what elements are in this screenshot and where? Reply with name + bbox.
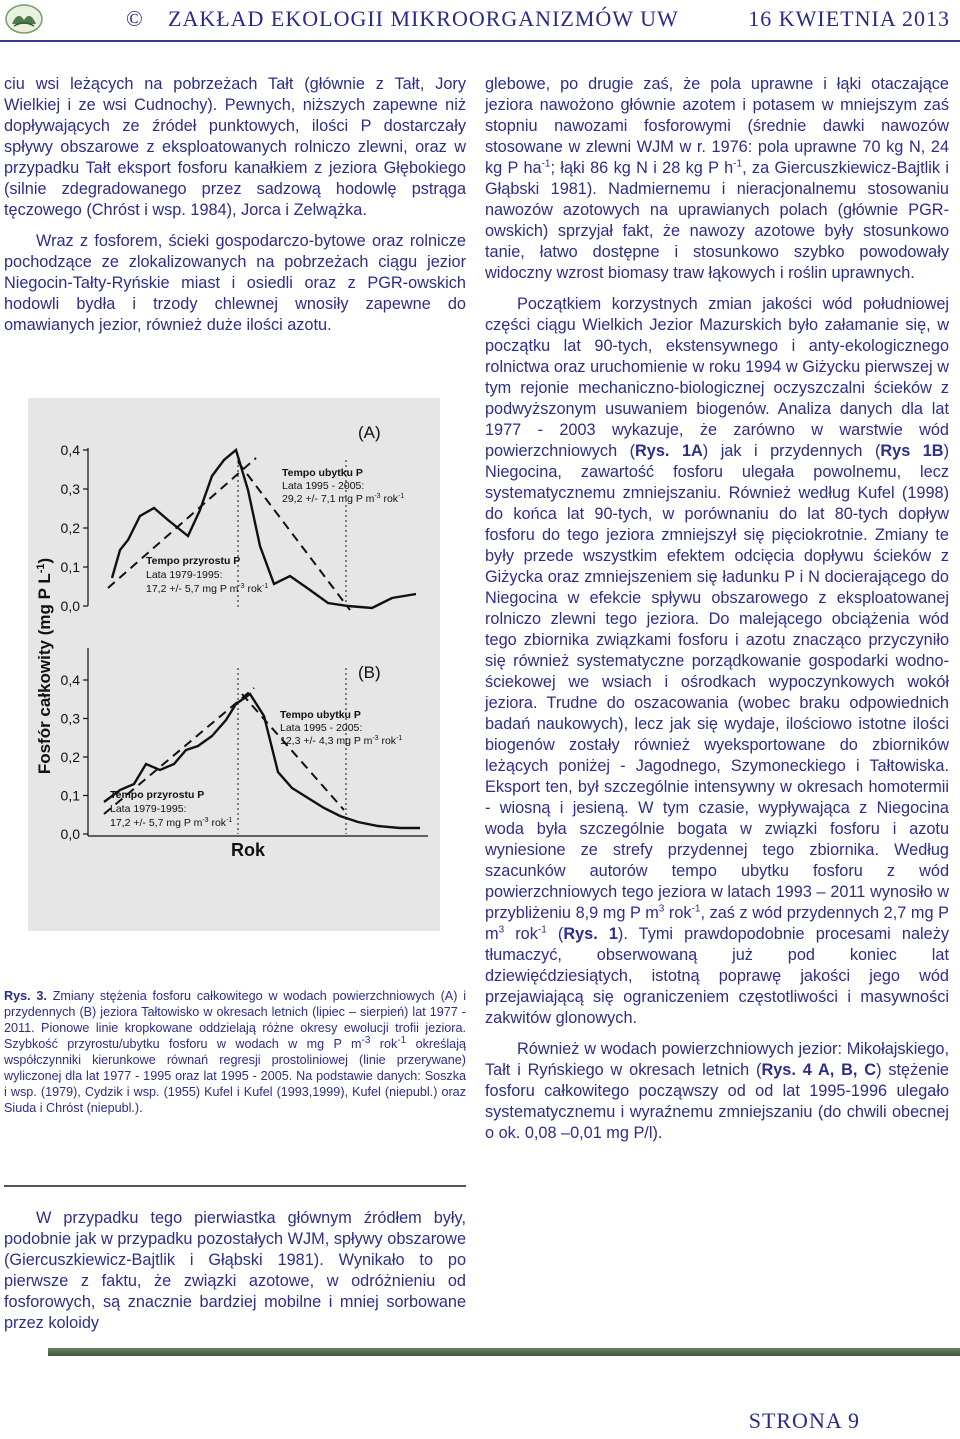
ref-rys-4: Rys. 4 A, B, C xyxy=(761,1061,877,1079)
caption-mid: rok xyxy=(370,1037,398,1051)
b-gain-title: Tempo przyrostu P xyxy=(110,789,205,801)
panel-a-loss-annotation xyxy=(282,467,404,505)
b-gain-value: 17,2 +/- 5,7 mg P $m^{-3}$ rok$^{-1}$ xyxy=(110,817,233,829)
header-title: ZAKŁAD EKOLOGII MIKROORGANIZMÓW UW xyxy=(168,6,679,31)
ref-rys-1a: Rys. 1A xyxy=(635,442,703,460)
panel-a-ticks xyxy=(61,442,88,614)
y-axis-label: Fosfór całkowity (mg P $L^{-1}$) xyxy=(35,557,54,775)
panel-a xyxy=(61,423,416,614)
logo-icon xyxy=(4,2,44,36)
panel-a-tick-label: 0,0 xyxy=(60,598,80,614)
header-rule xyxy=(0,40,960,42)
panel-b xyxy=(61,648,428,842)
left-column xyxy=(4,74,466,346)
panel-b-tick-label: 0,1 xyxy=(60,787,80,804)
b-loss-years: Lata 1995 - 2005: xyxy=(280,722,363,734)
right-column xyxy=(485,74,949,1154)
panel-b-loss-annotation xyxy=(280,709,402,747)
panel-b-tick-label: 0,4 xyxy=(60,672,80,688)
a-gain-years: Lata 1979-1995: xyxy=(146,569,223,581)
header-date: 16 KWIETNIA 2013 xyxy=(748,6,950,31)
panel-a-tick-label: 0,4 xyxy=(60,442,80,458)
panel-a-tick-label: 0,3 xyxy=(60,481,80,497)
panel-a-label: (A) xyxy=(358,423,381,442)
panel-b-label: (B) xyxy=(358,663,381,682)
caption-divider xyxy=(4,1185,466,1187)
left-paragraph-2: Wraz z fosforem, ścieki gospodarczo-bytowe oraz rolnicze pochodzące ze zlokalizowanych na pobrzeżach ciągu jezior Niegocin-Tałty-Ryńskie miast i osiedli oraz z PGR-owskich hodowli bydła i trzody chlewnej wnosiły zapewne do omawianych jezior, również duże ilości azotu. xyxy=(4,232,466,334)
figure-svg xyxy=(28,398,440,931)
a-gain-value: 17,2 +/- 5,7 mg P $m^{-3}$ rok$^{-1}$ xyxy=(146,583,269,595)
right-paragraph-2: Początkiem korzystnych zmian jakości wód południowej części ciągu Wielkich Jezior Mazurskich było załamanie się, w początku lat 90-tych, ekstensywnego i anty-ekologicznego rolnictwa oraz uruchomienie w roku 1994 w Giżycku pierwszej w tym rejonie mechaniczno-biologicznej oczyszczalni ścieków z podwyższonym usuwaniem biogenów. Analiza danych dla lat 1977 - 2003 wykazuje, że zarówno w warstwie wód powierzchniowych (Rys. 1A) jak i przydennych (Rys 1B) Niegocina, zawartość fosforu ulegała powolnemu, lecz systematycznemu zmniejszaniu. Również według Kufel (1998) do końca lat 90-tych, w porównaniu do lat 80-tych dopływ fosforu do tego jeziora zmniejszył się pięciokrotnie. Zmiany te były przede wszystkim efektem odcięcia dopływu ścieków z Giżycka oraz zmniejszeniem się ładunku P i N docierającego do Niegocina w efekcie spływu obszarowego z eksploatowanej rolniczo zlewni tego jeziora. Do malejącego obciążenia wód tego zbiornika związkami fosforu i azotu znacząco przyczyniło się również systematyczne porządkowanie gospodarki wodno-ściekowej we wsiach i ośrodkach wypoczynkowych wokół jeziora. Trudne do oszacowania (wobec braku odpowiednich badań naukowych), lecz jak się wydaje, ilościowo istotne ilości biogenów zostały również wyeksportowane do zbiorników leżących poniżej - Jagodnego, Szymoneckiego i Tałtowiska. Eksport ten, był szczególnie intensywny w okresach homotermii - wiosną i jesieną. W tym czasie, wypływająca z Niegocina woda była szczególnie bogata w związki fosforu i azotu wyniesione ze strefy przydennej tego zbiornika. Według szacunków autorów tempo ubytku fosforu z wód powierzchniowych tego jeziora w latach 1993 – 2011 wynosiło w przybliżeniu 8,9 mg P $m^3$ rok$^{-1}$, zaś z wód przydennych 2,7 mg P $m^3$ rok$^{-1}$ (Rys. 1). Tymi prawdopodobnie procesami należy tłumaczyć, obserwowaną już pod koniec lat dziewięćdziesiątych, istotną poprawę jakości jego wód przejawiającą się ograniczeniem częstotliwości i masywności zakwitów glonowych. xyxy=(485,295,949,1027)
figure-chart xyxy=(28,398,440,931)
x-axis-label: Rok xyxy=(230,840,266,860)
left-paragraph-1: ciu wsi leżących na pobrzeżach Tałt (głównie z Tałt, Jory Wielkiej i ze wsi Cudnochy). Pewnych, niższych zapewne niż dopływających ze źródeł punktowych, ilości P dostarczały spływy obszarowe z eksploatowanych rolniczo zlewni, oraz w przypadku Tałt eksport fosforu kanałkiem z jeziora Głębokiego (silnie zdegradowanego przez sadzową hodowlę pstrąga tęczowego (Chróst i wsp. 1984), Jorca i Zelwążka. xyxy=(4,75,466,219)
copyright-mark: © xyxy=(126,6,143,31)
panel-a-gain-annotation xyxy=(146,555,268,595)
a-loss-years: Lata 1995 - 2005: xyxy=(282,480,365,492)
b-loss-title: Tempo ubytku P xyxy=(280,709,361,721)
panel-b-gain-annotation xyxy=(110,789,232,829)
a-loss-title: Tempo ubytku P xyxy=(282,467,363,479)
panel-b-tick-label: 0,3 xyxy=(60,710,80,727)
figure-caption xyxy=(4,988,466,1116)
panel-b-tick-label: 0,2 xyxy=(60,749,80,765)
b-gain-years: Lata 1979-1995: xyxy=(110,803,187,815)
caption-sup-1: -3 xyxy=(361,1034,371,1046)
footer-bar xyxy=(48,1348,960,1356)
left-bottom-column xyxy=(4,1208,466,1344)
right-paragraph-3: Również w wodach powierzchniowych jezior: Mikołajskiego, Tałt i Ryńskiego w okresach letnich (Rys. 4 A, B, C) stężenie fosforu całkowitego począwszy od od lat 1995-1996 ulegało systematycznemu i wyraźnemu zmniejszaniu (do chwili obecnej o ok. 0,08 –0,01 mg P/l). xyxy=(485,1040,949,1142)
a-loss-value: 29,2 +/- 7,1 mg P $m^{-3}$ rok$^{-1}$ xyxy=(282,493,405,505)
page-number: STRONA 9 xyxy=(748,1408,860,1433)
ref-rys-1: Rys. 1 xyxy=(563,925,618,943)
b-loss-value: 12,3 +/- 4,3 mg P $m^{-3}$ rok$^{-1}$ xyxy=(280,735,403,747)
caption-label: Rys. 3. xyxy=(4,989,47,1003)
right-paragraph-1: glebowe, po drugie zaś, że pola uprawne i łąki otaczające jeziora nawożono głównie azotem i potasem w mniejszym zaś stopniu nawozami fosforowymi (średnie dawki nawozów stosowane w zlewni WJM w r. 1976: pola uprawne 70 kg N, 24 kg P $ha^{-1}$; łąki 86 kg N i 28 kg P $h^{-1}$, za Giercuszkiewicz-Bajtlik i Głąbski 1981). Nadmiernemu i nieracjonalnemu stosowaniu nawozów azotowych na uprawianych polach (głównie PGR-owskich) sprzyjał fakt, że nawozy azotowe były stosunkowo tanie, łatwo dostępne i stosunkowo szybko powodowały widoczny wzrost biomasy traw łąkowych i roślin uprawnych. xyxy=(485,75,949,282)
page-header xyxy=(0,0,960,42)
caption-text: Zmiany stężenia fosforu całkowitego w wodach powierzchniowych (A) i przydennych (B) jeziora Tałtowisko w okresach letnich (lipiec – sierpień) lat 1977 - 2011. Pionowe linie kropkowane oddzielają różne okresy ewolucji trofii jeziora. Szybkość przyrostu/ubytku fosforu w wodach w mg P m xyxy=(4,989,466,1051)
panel-a-tick-label: 0,2 xyxy=(60,520,80,536)
panel-a-tick-label: 0,1 xyxy=(60,559,80,575)
panel-b-tick-label: 0,0 xyxy=(60,826,80,842)
ref-rys-1b: Rys 1B xyxy=(880,442,944,460)
caption-sup-2: -1 xyxy=(397,1034,407,1046)
panel-b-ticks xyxy=(61,672,88,842)
left-bottom-paragraph: W przypadku tego pierwiastka głównym źródłem były, podobnie jak w przypadku pozostałych WJM, spływy obszarowe (Giercuszkiewicz-Bajtlik i Głąbski 1981). Wynikało to po pierwsze z faktu, że związki azotowe, w odróżnieniu od fosforowych, są znacznie bardziej mobilne i mniej sorbowane przez koloidy xyxy=(4,1209,466,1332)
caption-end: określają współczynniki kierunkowe równań regresji prostoliniowej (linie przerywane) wyliczonej dla lat 1977 - 1995 oraz lat 1995 - 2005. Na podstawie danych: Soszka i wsp. (1979), Cydzik i wsp. (1955) Kufel i Kufel (1993,1999), Kufel (niepubl.) oraz Siuda i Chróst (niepubl.). xyxy=(4,1037,466,1115)
a-gain-title: Tempo przyrostu P xyxy=(146,555,241,567)
